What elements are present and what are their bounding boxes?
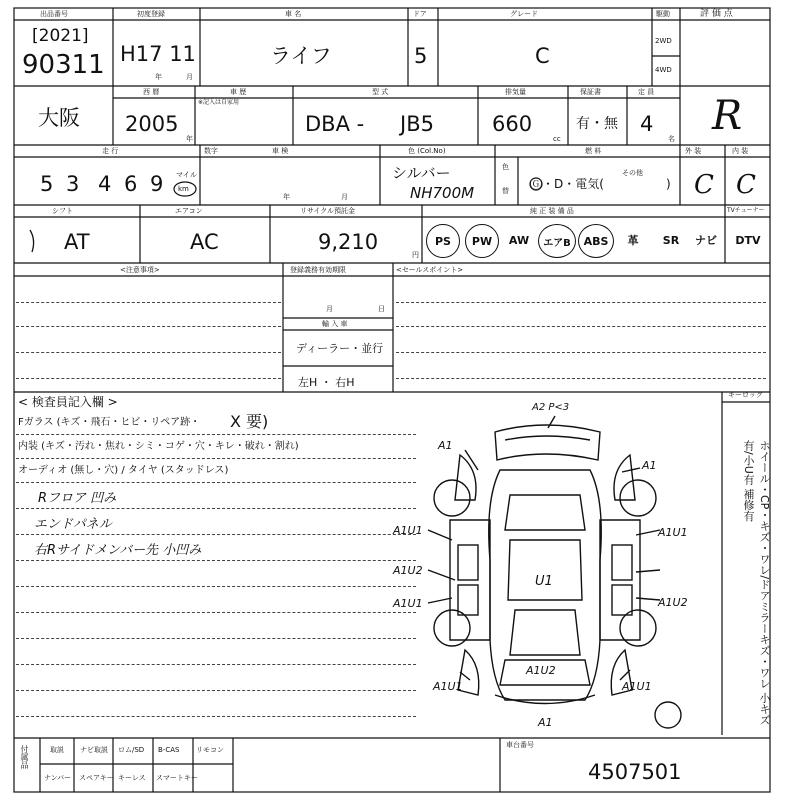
fuel-label: 燃 料 (585, 147, 602, 155)
caution-line (16, 378, 281, 379)
drive-2wd: 2WD (655, 37, 672, 45)
inspector-line (16, 534, 416, 535)
exterior-value: C (694, 170, 714, 200)
first-reg-label: 初度登録 (137, 10, 165, 18)
damage-mark: A2 P<3 (532, 402, 570, 413)
displacement-value: 660 (492, 112, 533, 136)
option-pw: PW (465, 224, 499, 258)
grade-label: グレード (510, 10, 538, 18)
history-label: 車 歴 (230, 88, 247, 96)
inspector-line-audio: オーディオ (無し・穴) / タイヤ (スタッドレス) (18, 465, 229, 476)
inspector-x: X 要) (230, 412, 269, 431)
doors-value: 5 (414, 44, 428, 68)
year-code: [2021] (32, 26, 89, 46)
inspector-line (16, 458, 416, 459)
first-reg-month-unit: 月 (186, 73, 193, 81)
inspector-line (16, 612, 416, 613)
option-ps: PS (426, 224, 460, 258)
sales-line (396, 326, 766, 327)
acc-spare-key: スペアキー (79, 774, 114, 782)
damage-mark: A1U2 (393, 564, 423, 577)
acc-manual: 取説 (50, 746, 64, 754)
reg-month-unit: 月 (326, 305, 333, 313)
reg-expiry-label: 登録義務有効期限 (290, 266, 346, 274)
damage-mark: A1U1 (658, 526, 688, 539)
fuel-close: ) (666, 177, 671, 191)
history-note: ※記入は自家用 (198, 99, 240, 106)
car-name-label: 車 名 (285, 10, 302, 18)
shift-label: シフト (52, 207, 73, 215)
western-year-label: 西 暦 (143, 88, 160, 96)
import-car-label: 輸 入 車 (322, 320, 348, 328)
caution-line (16, 302, 281, 303)
model-code: JB5 (400, 112, 434, 136)
aircon-value: AC (190, 230, 219, 254)
sales-line (396, 302, 766, 303)
inspector-line (16, 586, 416, 587)
displacement-label: 排気量 (505, 88, 526, 96)
acc-rom-sd: ロム/SD (118, 746, 145, 754)
capacity-label: 定 員 (638, 88, 655, 96)
region-value: 大阪 (38, 106, 80, 130)
shaken-label: 車 検 (272, 147, 289, 155)
rating-value: R (712, 93, 743, 139)
option-sr: SR (662, 233, 680, 247)
western-year-unit: 年 (186, 135, 193, 143)
acc-navi-manual: ナビ取説 (80, 746, 108, 754)
western-year-value: 2005 (125, 112, 179, 136)
mileage-digit-2: 3 (66, 172, 80, 196)
lot-number-label: 出品番号 (40, 10, 68, 18)
sales-line (396, 378, 766, 379)
inspector-line (16, 560, 416, 561)
inspector-line (16, 638, 416, 639)
recycle-label: リサイクル預託金 (300, 207, 356, 215)
drive-label: 駆動 (656, 10, 670, 18)
inspector-line (16, 482, 416, 483)
car-number-label: 車台番号 (506, 741, 534, 749)
doors-label: ドア (413, 10, 427, 18)
damage-mark: U1 (535, 574, 553, 589)
acc-keyless: キーレス (118, 774, 146, 782)
inspector-line (16, 716, 416, 717)
mile-label: マイル (176, 171, 197, 179)
model-label: 型 式 (372, 88, 389, 96)
hand-note-3: 右Rサイドメンバー先 小凹み (34, 543, 202, 558)
acc-remote: リモコン (196, 746, 224, 754)
inspector-label: < 検査員記入欄 > (18, 395, 118, 409)
color-name: シルバー (392, 164, 451, 182)
shift-value: AT (64, 230, 90, 254)
reg-day-unit: 日 (378, 305, 385, 313)
right-vertical-text: ホイール・CP・キズ・ワレ/ドアミラーキズ・ワレ 小キズ有/小U有 補修有 (742, 440, 771, 726)
model-prefix: DBA - (305, 112, 365, 136)
car-number-value: 4507501 (588, 760, 682, 784)
warranty-label: 保証書 (580, 88, 601, 96)
damage-mark: A1 (438, 439, 453, 452)
damage-mark: A1U1 (433, 680, 463, 693)
lot-value: 90311 (22, 50, 105, 80)
first-reg-year-unit: 年 (155, 73, 162, 81)
mileage-label: 走 行 (102, 147, 119, 155)
option-airbag: エアB (538, 224, 576, 258)
accessories-label: 付属品 (20, 745, 29, 769)
sales-line (396, 352, 766, 353)
cc-unit: cc (553, 135, 561, 143)
color-row1-label: 色 (502, 163, 509, 171)
grade-value: C (535, 44, 550, 68)
damage-mark: A1U1 (393, 524, 423, 537)
option-navi: ナビ (695, 234, 717, 247)
option-abs: ABS (578, 224, 614, 258)
tv-tuner-label: TVチューナー (727, 207, 765, 214)
fuel-other-label: その他 (622, 169, 643, 177)
mileage-digit-5: 9 (150, 172, 164, 196)
mileage-digit-4: 6 (124, 172, 138, 196)
key-lock-label: キーロック (728, 391, 763, 399)
inspector-line (16, 508, 416, 509)
mileage-unit-label: 数字 (204, 147, 218, 155)
interior-value: C (736, 170, 756, 200)
rating-label: 評 価 点 (700, 9, 733, 19)
first-reg-value: H17 11 (120, 42, 196, 66)
dealer-value: ディーラー・並行 (296, 342, 384, 355)
km-label: km (178, 185, 189, 193)
shaken-year-unit: 年 (283, 193, 290, 201)
car-name-value: ライフ (270, 44, 332, 68)
fuel-options: Ⓖ・D・電気( (530, 177, 604, 191)
inspector-line (16, 690, 416, 691)
damage-mark: A1U2 (658, 596, 688, 609)
sales-point-label: <セールスポイント> (396, 266, 464, 274)
option-aw: AW (508, 233, 530, 247)
hand-note-2: エンドパネル (34, 517, 112, 532)
caution-line (16, 326, 281, 327)
caution-label: <注意事項> (120, 266, 160, 274)
option-dtv: DTV (735, 233, 761, 247)
inspector-line (16, 664, 416, 665)
acc-plate: ナンバー (44, 774, 72, 782)
option-leather: 革 (627, 234, 639, 247)
inspector-line-glass: Fガラス (キズ・飛石・ヒビ・リペア跡・ (18, 417, 201, 428)
acc-bcas: B-CAS (158, 746, 180, 754)
interior-label: 内 装 (732, 147, 749, 155)
inspector-line (16, 434, 416, 435)
capacity-value: 4 (640, 112, 654, 136)
damage-mark: A1U1 (622, 680, 652, 693)
mileage-digit-1: 5 (40, 172, 54, 196)
aircon-label: エアコン (175, 207, 203, 215)
capacity-unit: 名 (668, 135, 675, 143)
options-label: 純 正 装 備 品 (530, 207, 574, 215)
hand-note-1: Rフロア 凹み (38, 491, 117, 506)
mileage-digit-3: 4 (98, 172, 112, 196)
drive-4wd: 4WD (655, 66, 672, 74)
acc-smart-key: スマートキー (156, 774, 198, 782)
exterior-label: 外 装 (685, 147, 702, 155)
color-code: NH700M (410, 184, 475, 202)
damage-mark: A1U1 (393, 597, 423, 610)
color-row2-label: 替 (502, 187, 509, 195)
inspector-line-interior: 内装 (キズ・汚れ・焦れ・シミ・コゲ・穴・キレ・破れ・割れ) (18, 441, 299, 452)
damage-mark: A1U2 (526, 664, 556, 677)
yen-unit: 円 (412, 251, 419, 259)
damage-mark: A1 (642, 459, 657, 472)
color-label: 色 (Col.No) (408, 147, 446, 155)
shaken-month-unit: 月 (341, 193, 348, 201)
warranty-value: 有・無 (576, 116, 618, 132)
handle-value: 左H ・ 右H (298, 376, 355, 389)
caution-line (16, 352, 281, 353)
damage-mark: A1 (538, 716, 553, 729)
recycle-value: 9,210 (318, 230, 379, 254)
